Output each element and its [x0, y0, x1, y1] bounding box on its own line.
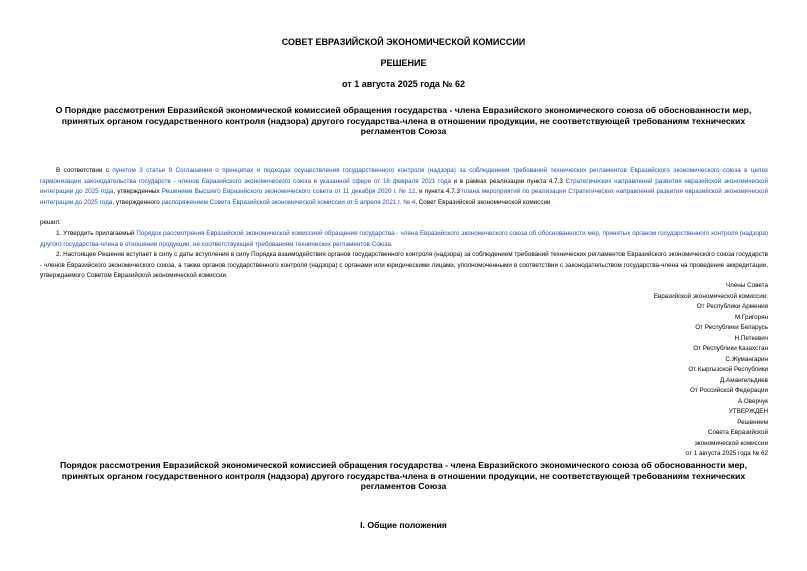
item-1-text: 1. Утвердить прилагаемый — [56, 230, 137, 237]
signature-line: От Кыргызской Республики — [688, 366, 768, 373]
signature-line: От Республики Армения — [696, 303, 768, 310]
preamble-text: , и пункта 4.7.3 — [415, 188, 463, 195]
signature-line: А.Оверчук — [737, 397, 768, 405]
agreement-link[interactable]: пунктом 3 статьи 9 Соглашения о принципах и подходах осуществления государственного контроля (надзора) за соблюдением требований технических регламентов Евразийского экономического союза в целях гармонизации законодательства государств - членов Евразийского экономического союза в указанной сфере от 16 февраля 2021 года — [40, 167, 768, 185]
preamble-text: и в рамках реализации пункта 4.7.3 — [450, 177, 566, 185]
approval-line: от 1 августа 2025 года № 62 — [685, 450, 768, 457]
item-1-text-end: . — [390, 240, 393, 248]
item-2-text: 2. Настоящее Решение вступает в силу с даты вступления в силу Порядка взаимодействия органов государственного контроля (надзора) за соблюдением требований технических регламентов Евразийского экономического союза государств - членов Евразийского экономического союза, а также органов государственного контроля (надзора) с органами или юридическими лицами, уполномоченными в соответствии с законодательством государства-члена на проведение аккредитации, утверждаемого Советом Евразийской экономической комиссии. — [40, 251, 768, 279]
signature-line: Члены Совета — [725, 282, 768, 289]
doc-date-number: от 1 августа 2025 года № 62 — [342, 79, 465, 89]
annex-title — [40, 460, 767, 492]
approval-line: Совета Евразийской — [707, 429, 768, 436]
signature-line: От Республики Казахстан — [693, 345, 768, 352]
signature-line: М.Григорян — [734, 313, 768, 321]
decision-title — [40, 105, 767, 137]
supreme-council-decision-link[interactable]: Решением Высшего Евразийского экономического совета от 11 декабря 2020 г. № 12 — [161, 188, 416, 195]
decision-title-line: О Порядке рассмотрения Евразийской экономической комиссией обращения государства - члена Евразийского экономического союза об обоснованности мер, — [55, 105, 752, 115]
preamble-text: В соответствии с — [56, 167, 113, 174]
signature-line: Евразийской экономической комиссии: — [653, 292, 768, 300]
procedure-link[interactable]: Порядок рассмотрения Евразийской экономической комиссией обращения государства - члена Евразийского экономического союза об обоснованности мер, принятых органом государственного контроля (надзора) другого государства-члена в отношении продукции, не соответствующей требованиям технических регламентов Союза — [40, 230, 768, 248]
decided-label: решил: — [40, 219, 61, 226]
action-plan-link[interactable]: плана мероприятий по реализации Стратегических направлений развития евразийской экономической интеграции до 2025 года — [40, 188, 768, 206]
signature-line: От Республики Беларусь — [695, 324, 768, 331]
annex-title-line: принятых органом государственного контроля (надзора) другого государства-члена в отношении продукции, не соответствующей требованиям технических — [61, 470, 746, 481]
section-heading: I. Общие положения — [360, 520, 447, 530]
strategic-directions-link[interactable]: Стратегических направлений развития евразийской экономической интеграции до 2025 года — [40, 177, 768, 195]
item-1-paragraph — [40, 229, 768, 250]
doc-type-heading: РЕШЕНИЕ — [380, 58, 427, 68]
preamble-text: , утвержденного — [112, 198, 162, 206]
signature-line: От Российской Федерации — [689, 387, 768, 394]
approval-line: УТВЕРЖДЕН — [728, 408, 768, 415]
signature-line: Н.Петкевич — [734, 334, 768, 342]
preamble-text: , утвержденных — [113, 188, 162, 195]
approval-line: экономической комиссии — [694, 439, 768, 447]
decision-title-line: регламентов Союза — [360, 126, 447, 136]
annex-title-line: Порядок рассмотрения Евразийской экономической комиссией обращения государства - члена Евразийского экономического союза об обоснованности мер, — [59, 460, 748, 470]
council-heading: СОВЕТ ЕВРАЗИЙСКОЙ ЭКОНОМИЧЕСКОЙ КОМИССИИ — [281, 37, 526, 47]
preamble-text: , Совет Евразийской экономической комиссии — [415, 198, 551, 206]
signature-line: Д.Амангельдиев — [720, 376, 768, 384]
item-2-paragraph — [40, 250, 768, 282]
signature-block — [548, 281, 768, 460]
approval-line: Решением — [737, 418, 768, 426]
preamble-paragraph — [40, 166, 768, 208]
signature-line: С.Жумангарин — [725, 355, 768, 363]
annex-title-line: регламентов Союза — [360, 481, 447, 491]
council-order-link[interactable]: распоряжением Совета Евразийской экономической комиссии от 5 апреля 2021 г. № 4 — [161, 198, 416, 206]
decision-title-line: принятых органом государственного контроля (надзора) другого государства-члена в отношении продукции, не соответствующей требованиям технических — [61, 115, 746, 126]
